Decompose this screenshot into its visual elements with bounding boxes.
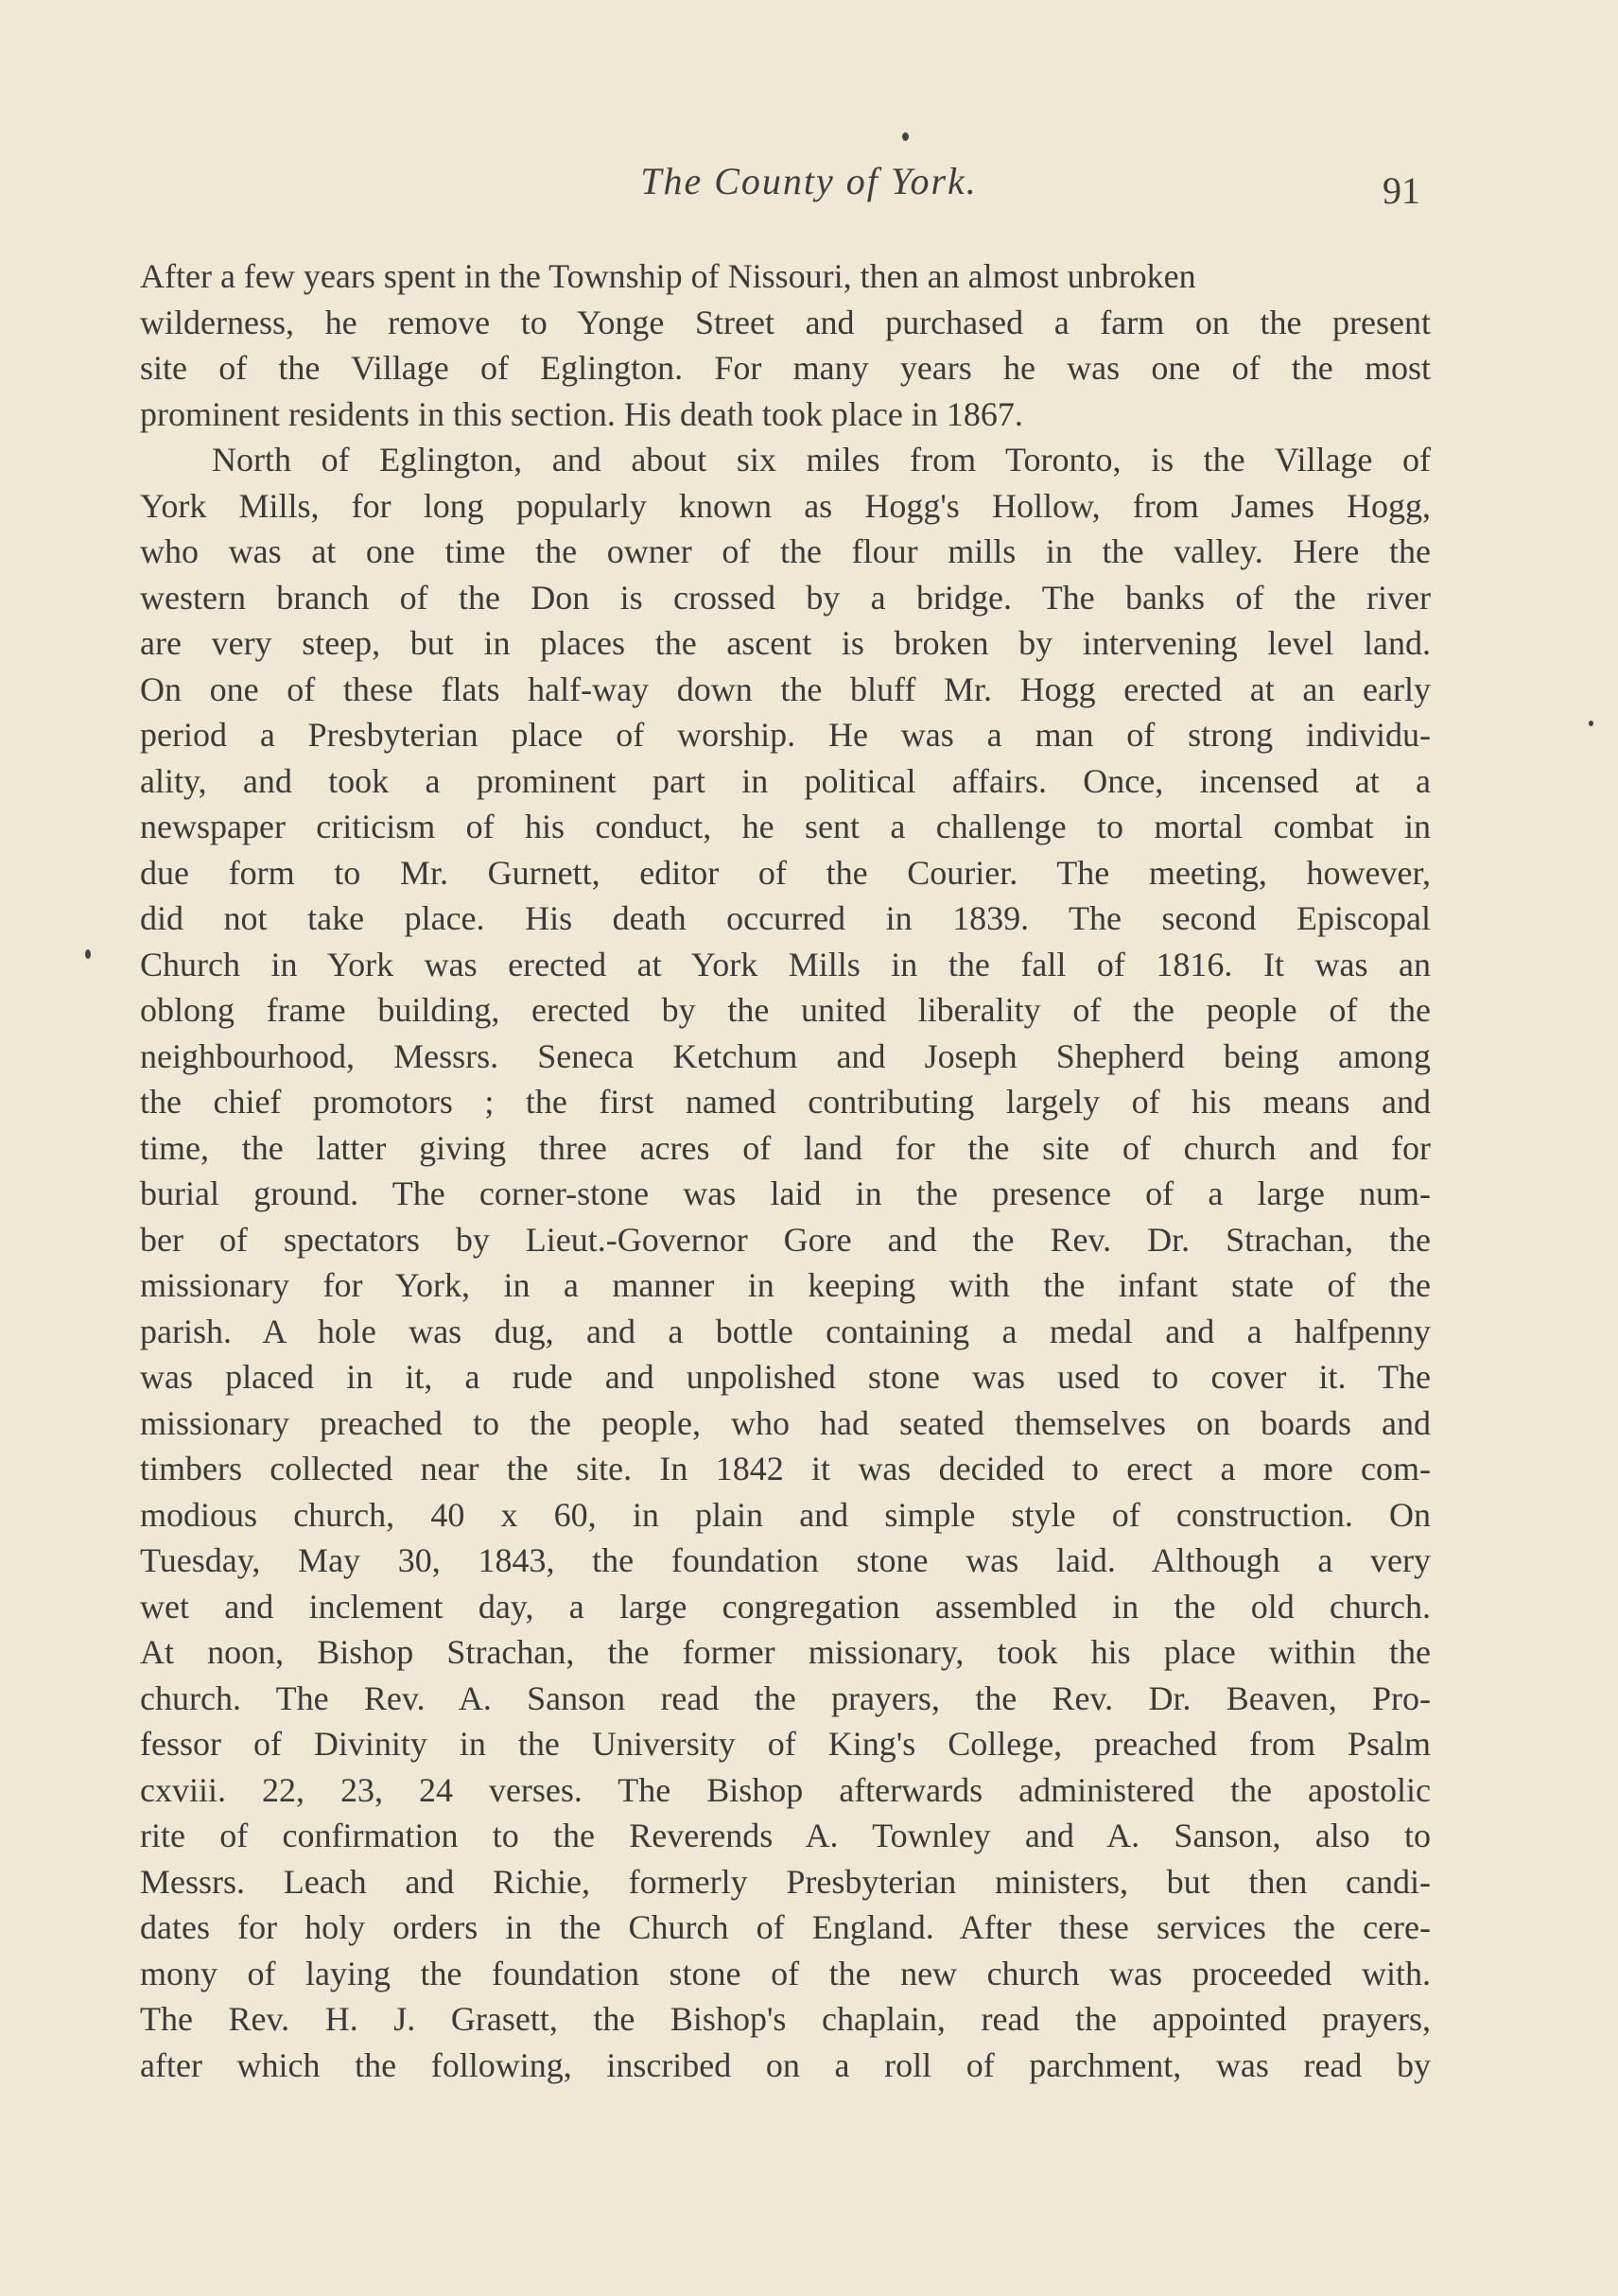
page-number: 91 (1383, 169, 1420, 212)
text-line: missionary preached to the people, who had seated themselves on boards and (140, 1403, 1431, 1442)
text-line: western branch of the Don is crossed by a bridge. The banks of the river (140, 578, 1431, 617)
text-line: Tuesday, May 30, 1843, the foundation stone was laid. Although a very (140, 1541, 1431, 1579)
text-line: cxviii. 22, 23, 24 verses. The Bishop afterwards administered the apostolic (140, 1770, 1431, 1809)
text-line: timbers collected near the site. In 1842 it was decided to erect a more com- (140, 1450, 1431, 1487)
text-line: did not take place. His death occurred in 1839. The second Episcopal (140, 899, 1431, 937)
text-line: The Rev. H. J. Grasett, the Bishop's chaplain, read the appointed prayers, (140, 2000, 1431, 2038)
text-line: dates for holy orders in the Church of England. After these services the cere- (140, 1908, 1431, 1946)
text-line: After a few years spent in the Township of Nissouri, then an almost unbroken (140, 257, 1196, 295)
running-head-title: The County of York. (640, 160, 978, 202)
text-line: mony of laying the foundation stone of the new church was proceeded with. (140, 1954, 1431, 1992)
text-line: North of Eglington, and about six miles from Toronto, is the Village of (212, 441, 1431, 478)
text-line: On one of these flats half-way down the bluff Mr. Hogg erected at an early (140, 670, 1431, 708)
text-line: wilderness, he remove to Yonge Street and purchased a farm on the present (140, 303, 1431, 341)
printing-speck (85, 949, 91, 959)
text-line: prominent residents in this section. His death took place in 1867. (140, 394, 1023, 433)
text-line: parish. A hole was dug, and a bottle containing a medal and a halfpenny (140, 1312, 1431, 1350)
printing-speck (1589, 721, 1593, 726)
text-line: burial ground. The corner-stone was laid in the presence of a large num- (140, 1174, 1431, 1212)
text-line: church. The Rev. A. Sanson read the prayers, the Rev. Dr. Beaven, Pro- (140, 1679, 1431, 1717)
text-line: who was at one time the owner of the flour mills in the valley. Here the (140, 532, 1431, 570)
text-line: newspaper criticism of his conduct, he sent a challenge to mortal combat in (140, 808, 1431, 845)
body-text (140, 253, 1431, 2088)
text-line: wet and inclement day, a large congregation assembled in the old church. (140, 1587, 1431, 1626)
text-line: missionary for York, in a manner in keeping with the infant state of the (140, 1266, 1431, 1304)
text-line: At noon, Bishop Strachan, the former missionary, took his place within the (140, 1633, 1431, 1671)
text-line: time, the latter giving three acres of land for the site of church and for (140, 1128, 1431, 1167)
text-line: Messrs. Leach and Richie, formerly Presbyterian ministers, but then candi- (140, 1862, 1431, 1901)
text-line: period a Presbyterian place of worship. He was a man of strong individu- (140, 716, 1431, 754)
text-line: fessor of Divinity in the University of King's College, preached from Psalm (140, 1725, 1431, 1763)
text-line: rite of confirmation to the Reverends A. Townley and A. Sanson, also to (140, 1817, 1431, 1854)
text-line: oblong frame building, erected by the united liberality of the people of the (140, 991, 1431, 1029)
printing-speck (902, 132, 909, 141)
text-line: the chief promotors ; the first named contributing largely of his means and (140, 1083, 1431, 1121)
text-line: are very steep, but in places the ascent is broken by intervening level land. (140, 624, 1431, 662)
text-line: site of the Village of Eglington. For many years he was one of the most (140, 349, 1431, 387)
text-line: Church in York was erected at York Mills in the fall of 1816. It was an (140, 945, 1431, 983)
text-line: after which the following, inscribed on a roll of parchment, was read by (140, 2045, 1431, 2084)
text-line: ality, and took a prominent part in political affairs. Once, incensed at a (140, 761, 1431, 800)
text-line: was placed in it, a rude and unpolished stone was used to cover it. The (140, 1358, 1431, 1396)
text-line: neighbourhood, Messrs. Seneca Ketchum and Joseph Shepherd being among (140, 1036, 1431, 1075)
text-line: due form to Mr. Gurnett, editor of the Courier. The meeting, however, (140, 853, 1431, 892)
text-line: York Mills, for long popularly known as Hogg's Hollow, from James Hogg, (140, 486, 1431, 525)
text-line: ber of spectators by Lieut.-Governor Gore and the Rev. Dr. Strachan, the (140, 1220, 1431, 1259)
text-line: modious church, 40 x 60, in plain and simple style of construction. On (140, 1495, 1431, 1534)
